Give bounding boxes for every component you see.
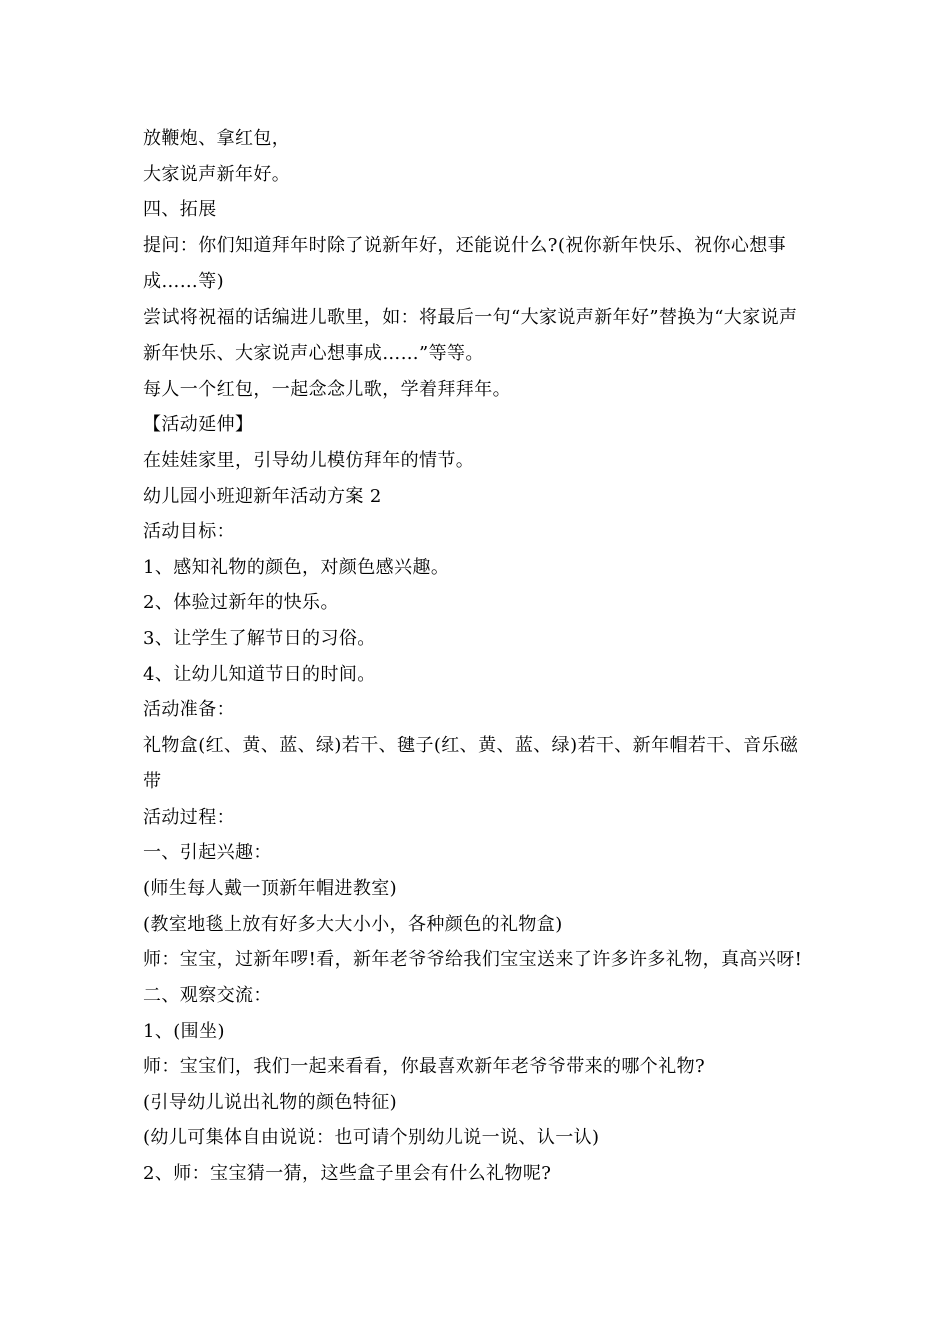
paragraph: 尝试将祝福的话编进儿歌里，如：将最后一句“大家说声新年好”替换为“大家说声新年快乐、大家说声心想事成……”等等。: [143, 306, 798, 364]
paragraph: 大家说声新年好。: [143, 163, 291, 185]
section-heading: 二、观察交流：: [143, 985, 272, 1007]
paragraph: 师：宝宝，过新年啰!看，新年老爷爷给我们宝宝送来了许多许多礼物，真高兴呀!: [143, 949, 803, 971]
paragraph: 提问：你们知道拜年时除了说新年好，还能说什么?(祝你新年快乐、祝你心想事成……等): [143, 234, 787, 292]
section-heading: 活动过程：: [143, 806, 235, 828]
section-heading: 活动准备：: [143, 699, 235, 721]
paragraph: (教室地毯上放有好多大大小小，各种颜色的礼物盒): [143, 913, 563, 935]
document-title: 幼儿园小班迎新年活动方案 2: [143, 485, 382, 507]
list-item: 2、体验过新年的快乐。: [143, 592, 339, 614]
paragraph: 礼物盒(红、黄、蓝、绿)若干、毽子(红、黄、蓝、绿)若干、新年帽若干、音乐磁带: [143, 734, 799, 792]
paragraph: 在娃娃家里，引导幼儿模仿拜年的情节。: [143, 449, 475, 471]
paragraph: (幼儿可集体自由说说：也可请个别幼儿说一说、认一认): [143, 1127, 600, 1149]
paragraph: 放鞭炮、拿红包，: [143, 128, 291, 149]
document-body: [143, 121, 811, 1192]
list-item: 2、师：宝宝猜一猜，这些盒子里会有什么礼物呢?: [143, 1163, 552, 1185]
list-item: 4、让幼儿知道节日的时间。: [143, 663, 376, 685]
paragraph: 师：宝宝们，我们一起来看看，你最喜欢新年老爷爷带来的哪个礼物?: [143, 1056, 706, 1078]
list-item: 3、让学生了解节日的习俗。: [143, 627, 376, 649]
paragraph: (引导幼儿说出礼物的颜色特征): [143, 1091, 398, 1113]
section-heading: 活动目标：: [143, 521, 235, 543]
section-heading: 四、拓展: [143, 199, 217, 221]
list-item: 1、(围坐): [143, 1020, 225, 1042]
section-heading: 一、引起兴趣：: [143, 842, 272, 864]
section-heading: 【活动延伸】: [143, 414, 254, 436]
paragraph: 每人一个红包，一起念念儿歌，学着拜拜年。: [143, 378, 511, 400]
list-item: 1、感知礼物的颜色，对颜色感兴趣。: [143, 556, 450, 578]
paragraph: (师生每人戴一顶新年帽进教室): [143, 877, 398, 899]
